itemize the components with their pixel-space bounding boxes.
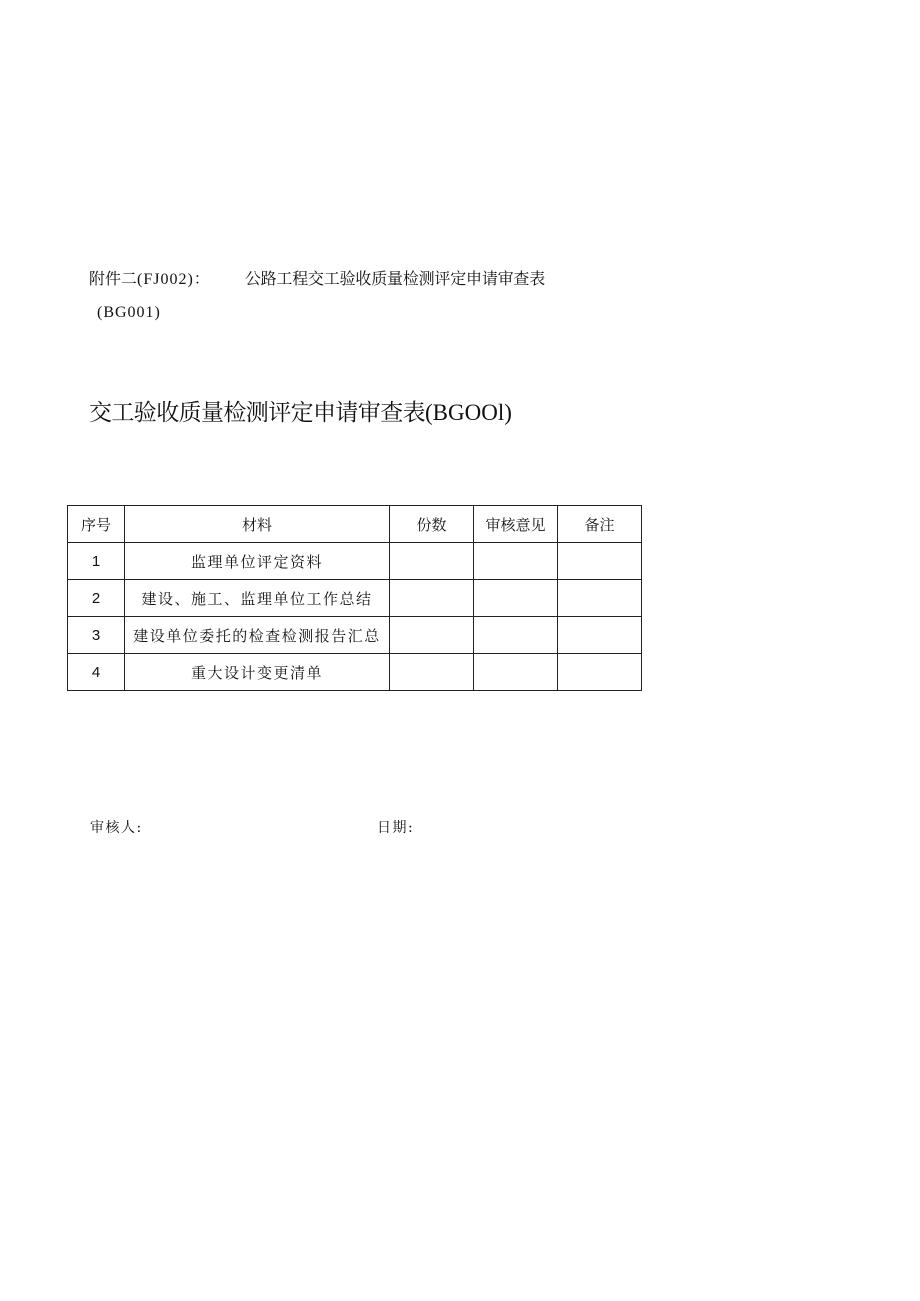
header-material: 材料 bbox=[125, 506, 390, 543]
attachment-title: 公路工程交工验收质量检测评定申请审查表 bbox=[244, 269, 546, 288]
table-row bbox=[68, 580, 642, 617]
table-row bbox=[68, 543, 642, 580]
cell-serial: 1 bbox=[68, 543, 125, 580]
cell-copies bbox=[390, 580, 474, 617]
table-header-row bbox=[68, 506, 642, 543]
cell-material: 监理单位评定资料 bbox=[125, 543, 390, 580]
document-title-text: 交工验收质量检测评定申请审查表 bbox=[89, 400, 426, 426]
cell-remark bbox=[558, 654, 642, 691]
header-serial: 序号 bbox=[68, 506, 125, 543]
cell-copies bbox=[390, 654, 474, 691]
table-row bbox=[68, 654, 642, 691]
cell-opinion bbox=[474, 580, 558, 617]
cell-opinion bbox=[474, 654, 558, 691]
attachment-heading bbox=[89, 266, 545, 289]
cell-serial: 3 bbox=[68, 617, 125, 654]
cell-remark bbox=[558, 580, 642, 617]
header-remark: 备注 bbox=[558, 506, 642, 543]
cell-material: 建设、施工、监理单位工作总结 bbox=[125, 580, 390, 617]
date-label: 日期: bbox=[377, 820, 415, 836]
cell-opinion bbox=[474, 617, 558, 654]
cell-remark bbox=[558, 543, 642, 580]
cell-serial: 4 bbox=[68, 654, 125, 691]
header-copies: 份数 bbox=[390, 506, 474, 543]
attachment-code: (FJ002)： bbox=[137, 271, 211, 288]
cell-copies bbox=[390, 543, 474, 580]
header-opinion: 审核意见 bbox=[474, 506, 558, 543]
cell-serial: 2 bbox=[68, 580, 125, 617]
cell-remark bbox=[558, 617, 642, 654]
cell-material: 重大设计变更清单 bbox=[125, 654, 390, 691]
cell-opinion bbox=[474, 543, 558, 580]
cell-material: 建设单位委托的检查检测报告汇总 bbox=[125, 617, 390, 654]
document-title bbox=[89, 394, 512, 427]
review-table bbox=[67, 505, 642, 691]
attachment-prefix: 附件二 bbox=[89, 269, 138, 288]
reviewer-label: 审核人: bbox=[90, 820, 143, 836]
cell-copies bbox=[390, 617, 474, 654]
document-title-code: (BGOOl) bbox=[425, 400, 512, 425]
attachment-subcode: (BG001) bbox=[97, 304, 161, 321]
table-row bbox=[68, 617, 642, 654]
